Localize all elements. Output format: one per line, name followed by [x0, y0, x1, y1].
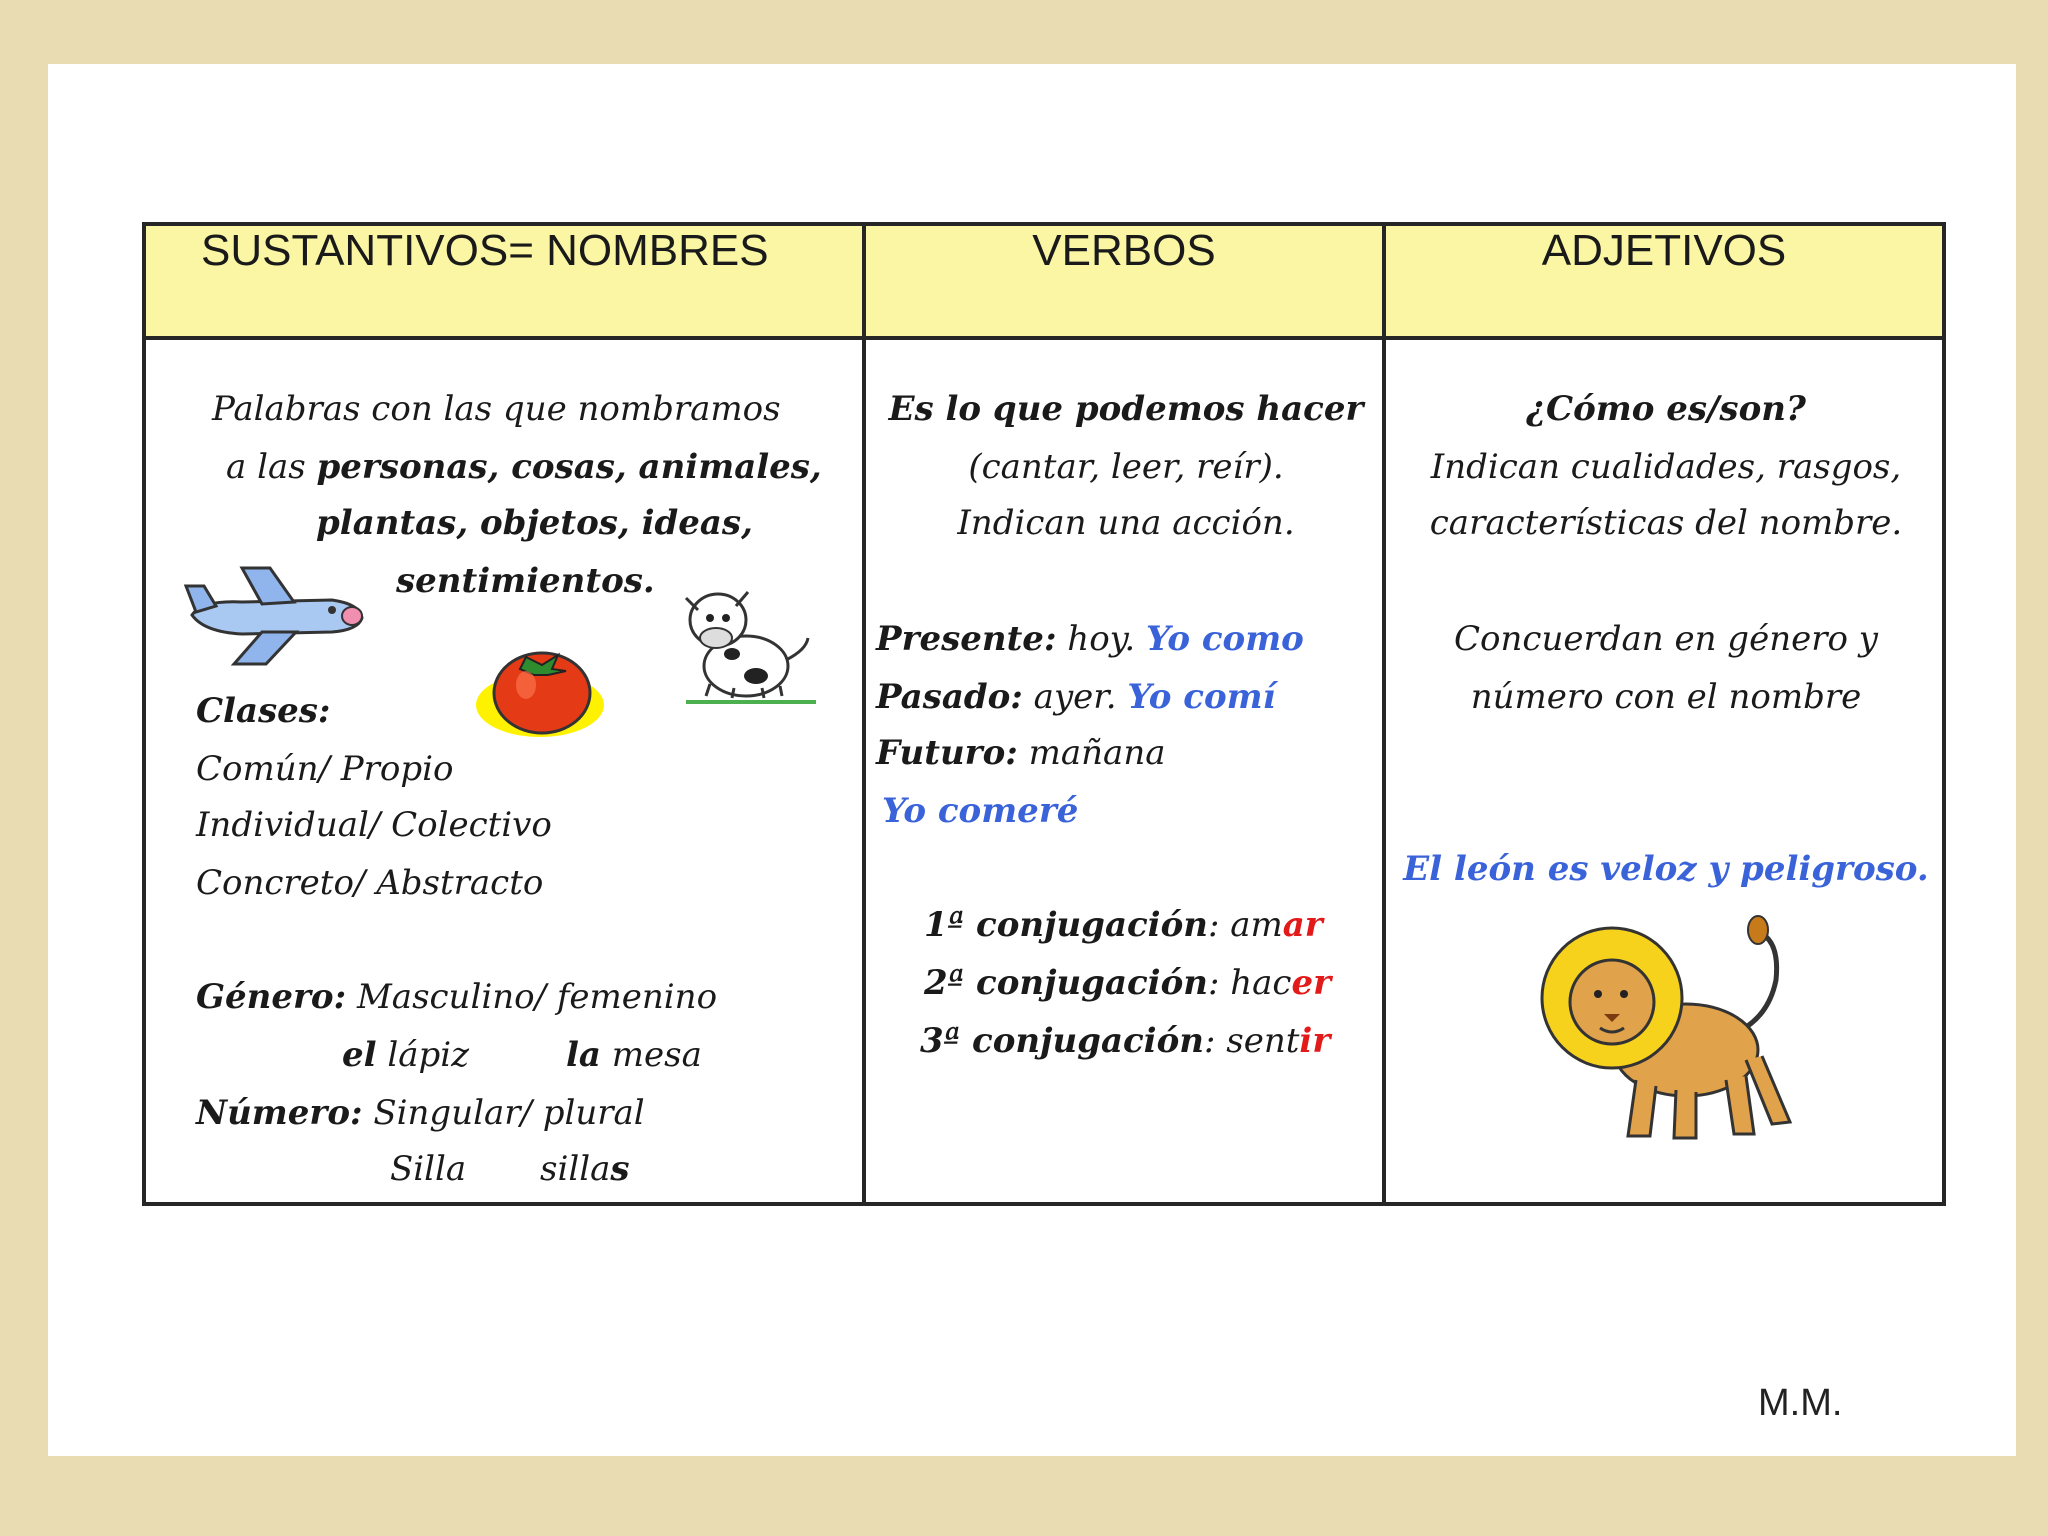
header-adjetivos: ADJETIVOS [1384, 224, 1944, 338]
conj2-num: 2ª [924, 963, 965, 1003]
clases-item-2: Individual/ Colectivo [196, 805, 552, 845]
sustantivos-def-line3: plantas, objetos, ideas, [316, 503, 753, 543]
sustantivos-def-line2 [226, 447, 822, 487]
conj1-label: conjugación [964, 905, 1208, 945]
adjetivos-example: El león es veloz y peligroso. [1403, 849, 1929, 889]
genero-ex1-art: el [342, 1035, 377, 1075]
def-line2-bold: personas, cosas, animales, [316, 447, 822, 487]
presente-example: Yo como [1146, 619, 1304, 659]
lion-icon [1536, 910, 1806, 1150]
futuro-line [876, 733, 1166, 773]
presente-value: hoy. [1056, 619, 1136, 659]
conj2-label: conjugación [964, 963, 1208, 1003]
conjugacion-2 [924, 963, 1332, 1003]
genero-ex2-art: la [566, 1035, 601, 1075]
genero-ex2-word: mesa [600, 1035, 702, 1075]
futuro-example: Yo comeré [882, 791, 1079, 831]
numero-label: Número: [196, 1093, 363, 1133]
header-sustantivos: SUSTANTIVOS= NOMBRES [144, 224, 864, 338]
verbos-def-line2: (cantar, leer, reír). [968, 447, 1284, 487]
adjetivos-def-line1: Indican cualidades, rasgos, [1430, 447, 1902, 487]
numero-line [196, 1093, 645, 1133]
cell-adjetivos [1384, 338, 1944, 1204]
conj1-ending: ar [1282, 905, 1323, 945]
grammar-table [142, 222, 1946, 1206]
concord-line1: Concuerdan en género y [1454, 619, 1878, 659]
concord-line2: número con el nombre [1470, 677, 1862, 717]
tomato-icon [470, 635, 610, 745]
pasado-line [876, 677, 1276, 717]
sustantivos-def-line1: Palabras con las que nombramos [212, 389, 781, 429]
futuro-label: Futuro: [876, 733, 1018, 773]
signature: M.M. [1758, 1382, 1843, 1424]
futuro-value: mañana [1017, 733, 1166, 773]
conjugacion-3 [920, 1021, 1331, 1061]
genero-example-1 [342, 1035, 470, 1075]
cow-icon [676, 580, 826, 710]
conj3-ending: ir [1299, 1021, 1331, 1061]
slide [48, 64, 2016, 1456]
conj3-num: 3ª [920, 1021, 961, 1061]
genero-line [196, 977, 718, 1017]
def-line2-pre: a las [226, 447, 317, 487]
clases-item-3: Concreto/ Abstracto [196, 863, 544, 903]
clases-item-1: Común/ Propio [196, 749, 454, 789]
pasado-label: Pasado: [876, 677, 1023, 717]
conjugacion-1 [924, 905, 1323, 945]
header-verbos: VERBOS [864, 224, 1384, 338]
conj2-stem: : hac [1208, 963, 1292, 1003]
numero-value: Singular/ plural [373, 1093, 645, 1133]
presente-label: Presente: [876, 619, 1057, 659]
conj1-num: 1ª [924, 905, 965, 945]
genero-ex1-word: lápiz [376, 1035, 470, 1075]
pasado-example: Yo comí [1127, 677, 1276, 717]
sustantivos-def-line4: sentimientos. [396, 561, 655, 601]
clases-label: Clases: [196, 691, 331, 731]
genero-value: Masculino/ femenino [356, 977, 718, 1017]
verbos-def-line1: Es lo que podemos hacer [888, 389, 1364, 429]
numero-example-2 [540, 1149, 630, 1189]
conj2-ending: er [1291, 963, 1332, 1003]
presente-line [876, 619, 1304, 659]
numero-ex2-stem: silla [540, 1149, 611, 1189]
pasado-value: ayer. [1022, 677, 1117, 717]
adjetivos-def-line2: características del nombre. [1429, 503, 1903, 543]
conj3-stem: : sent [1204, 1021, 1300, 1061]
cell-sustantivos [144, 338, 864, 1204]
conj3-label: conjugación [960, 1021, 1204, 1061]
cell-verbos [864, 338, 1384, 1204]
numero-example-1: Silla [390, 1149, 467, 1189]
numero-ex2-end: s [610, 1149, 630, 1189]
genero-label: Género: [196, 977, 347, 1017]
verbos-def-line3: Indican una acción. [957, 503, 1295, 543]
airplane-icon [182, 560, 372, 670]
conj1-stem: : am [1208, 905, 1283, 945]
adjetivos-question: ¿Cómo es/son? [1526, 389, 1806, 429]
genero-example-2 [566, 1035, 702, 1075]
